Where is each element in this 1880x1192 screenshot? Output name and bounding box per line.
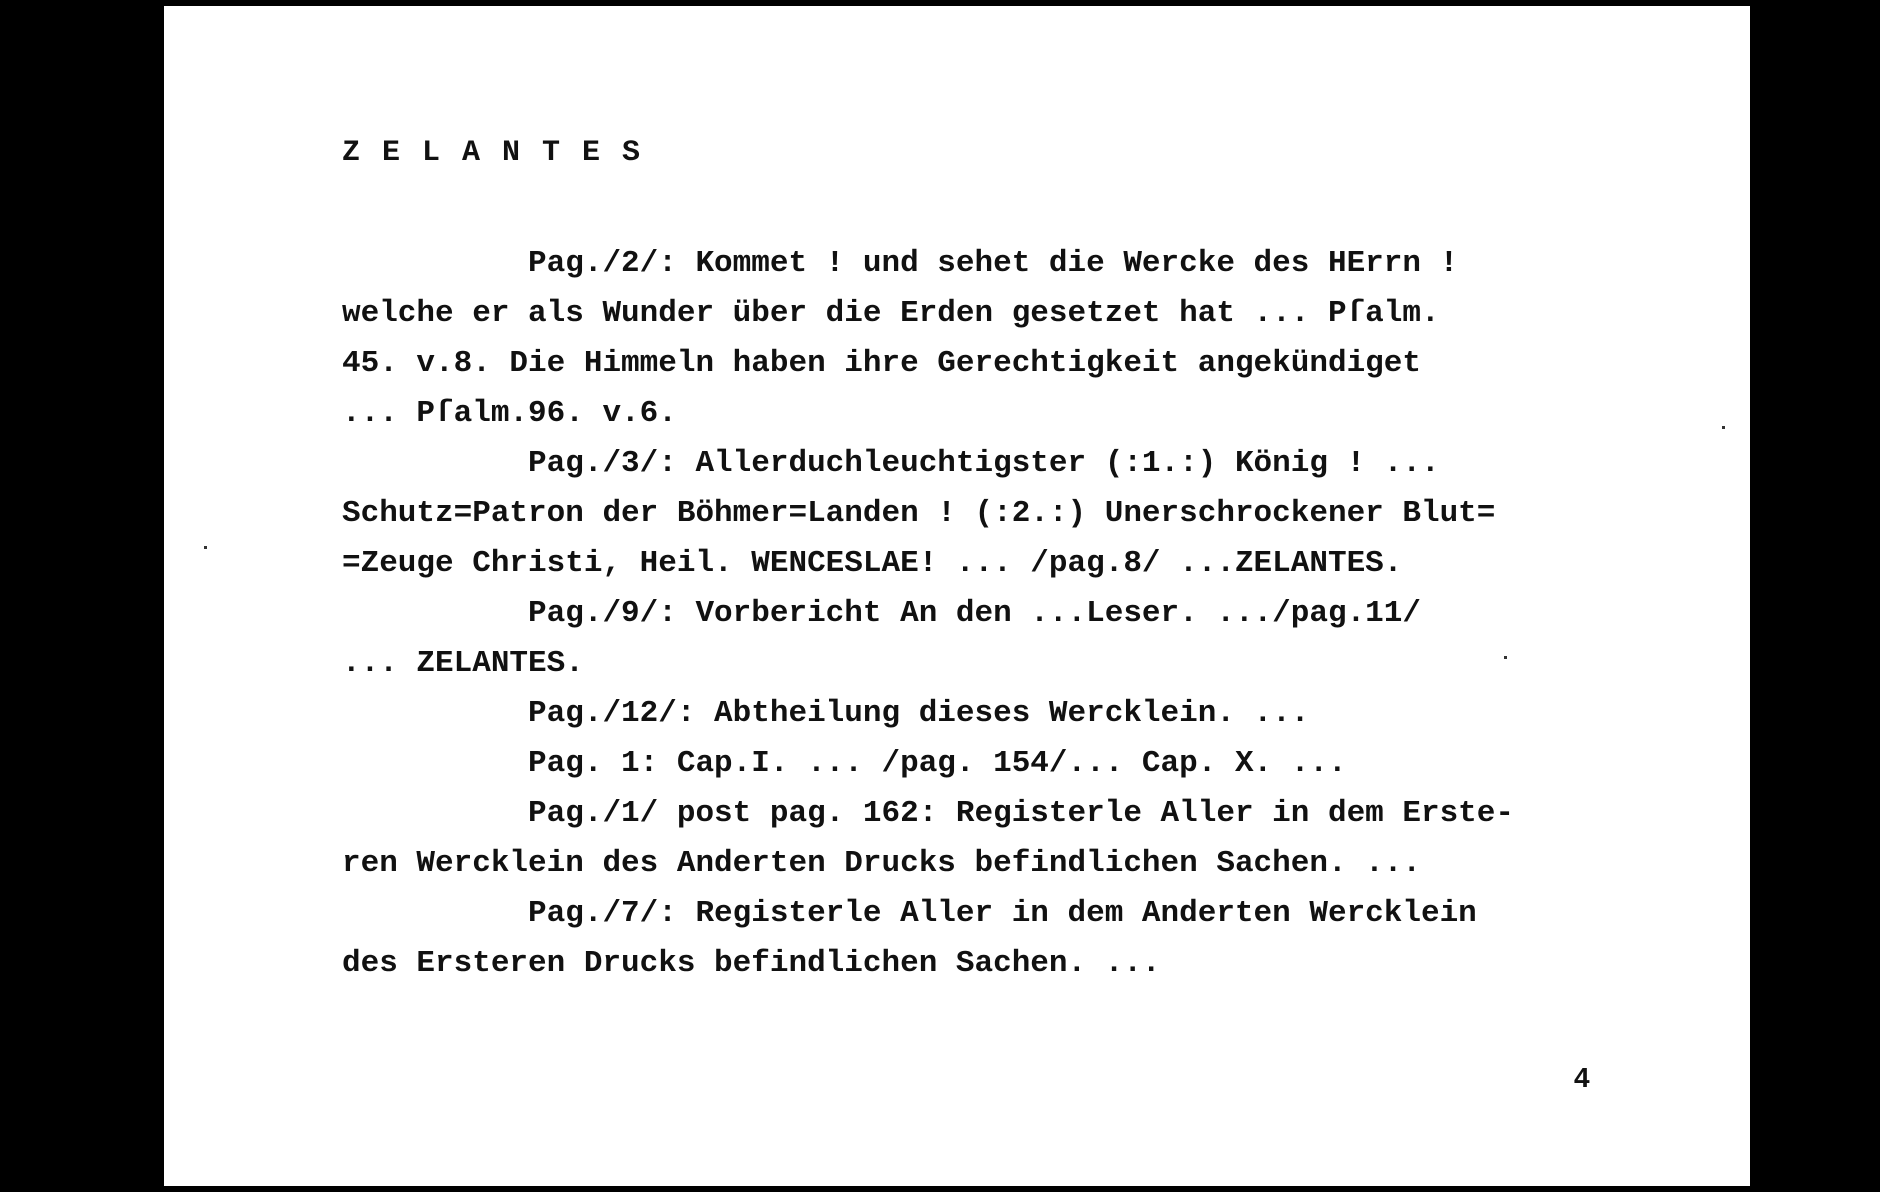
text-line: =Zeuge Christi, Heil. WENCESLAE! ... /pag.8/ ...ZELANTES. — [342, 546, 1403, 581]
text-line: Pag./12/: Abtheilung dieses Wercklein. ... — [342, 696, 1310, 731]
scan-speck — [1504, 656, 1507, 659]
scan-speck — [1722, 426, 1725, 429]
text-line: Pag./3/: Allerduchleuchtigster (:1.:) König ! ... — [342, 446, 1440, 481]
text-line: Pag./1/ post pag. 162: Registerle Aller in dem Erste- — [342, 796, 1514, 831]
text-line: Pag./7/: Registerle Aller in dem Anderten Wercklein — [342, 896, 1477, 931]
typewritten-page — [164, 6, 1750, 1186]
document-heading: ZELANTES — [342, 136, 663, 170]
scan-speck — [204, 546, 207, 549]
text-line: Pag./9/: Vorbericht An den ...Leser. .../pag.11/ — [342, 596, 1421, 631]
text-line: welche er als Wunder über die Erden gesetzet hat ... Pſalm. — [342, 296, 1440, 331]
text-line: des Ersteren Drucks befindlichen Sachen. ... — [342, 946, 1161, 981]
text-line: Pag. 1: Cap.I. ... /pag. 154/... Cap. X. ... — [342, 746, 1347, 781]
text-line: ... ZELANTES. — [342, 646, 584, 681]
text-line: Schutz=Patron der Böhmer=Landen ! (:2.:) Unerschrockener Blut= — [342, 496, 1496, 531]
text-line: ren Wercklein des Anderten Drucks befindlichen Sachen. ... — [342, 846, 1421, 881]
page-number: 4 — [1574, 1062, 1590, 1093]
text-line: Pag./2/: Kommet ! und sehet die Wercke des HErrn ! — [342, 246, 1459, 281]
text-line: 45. v.8. Die Himmeln haben ihre Gerechtigkeit angekündiget — [342, 346, 1421, 381]
text-line: ... Pſalm.96. v.6. — [342, 396, 677, 431]
